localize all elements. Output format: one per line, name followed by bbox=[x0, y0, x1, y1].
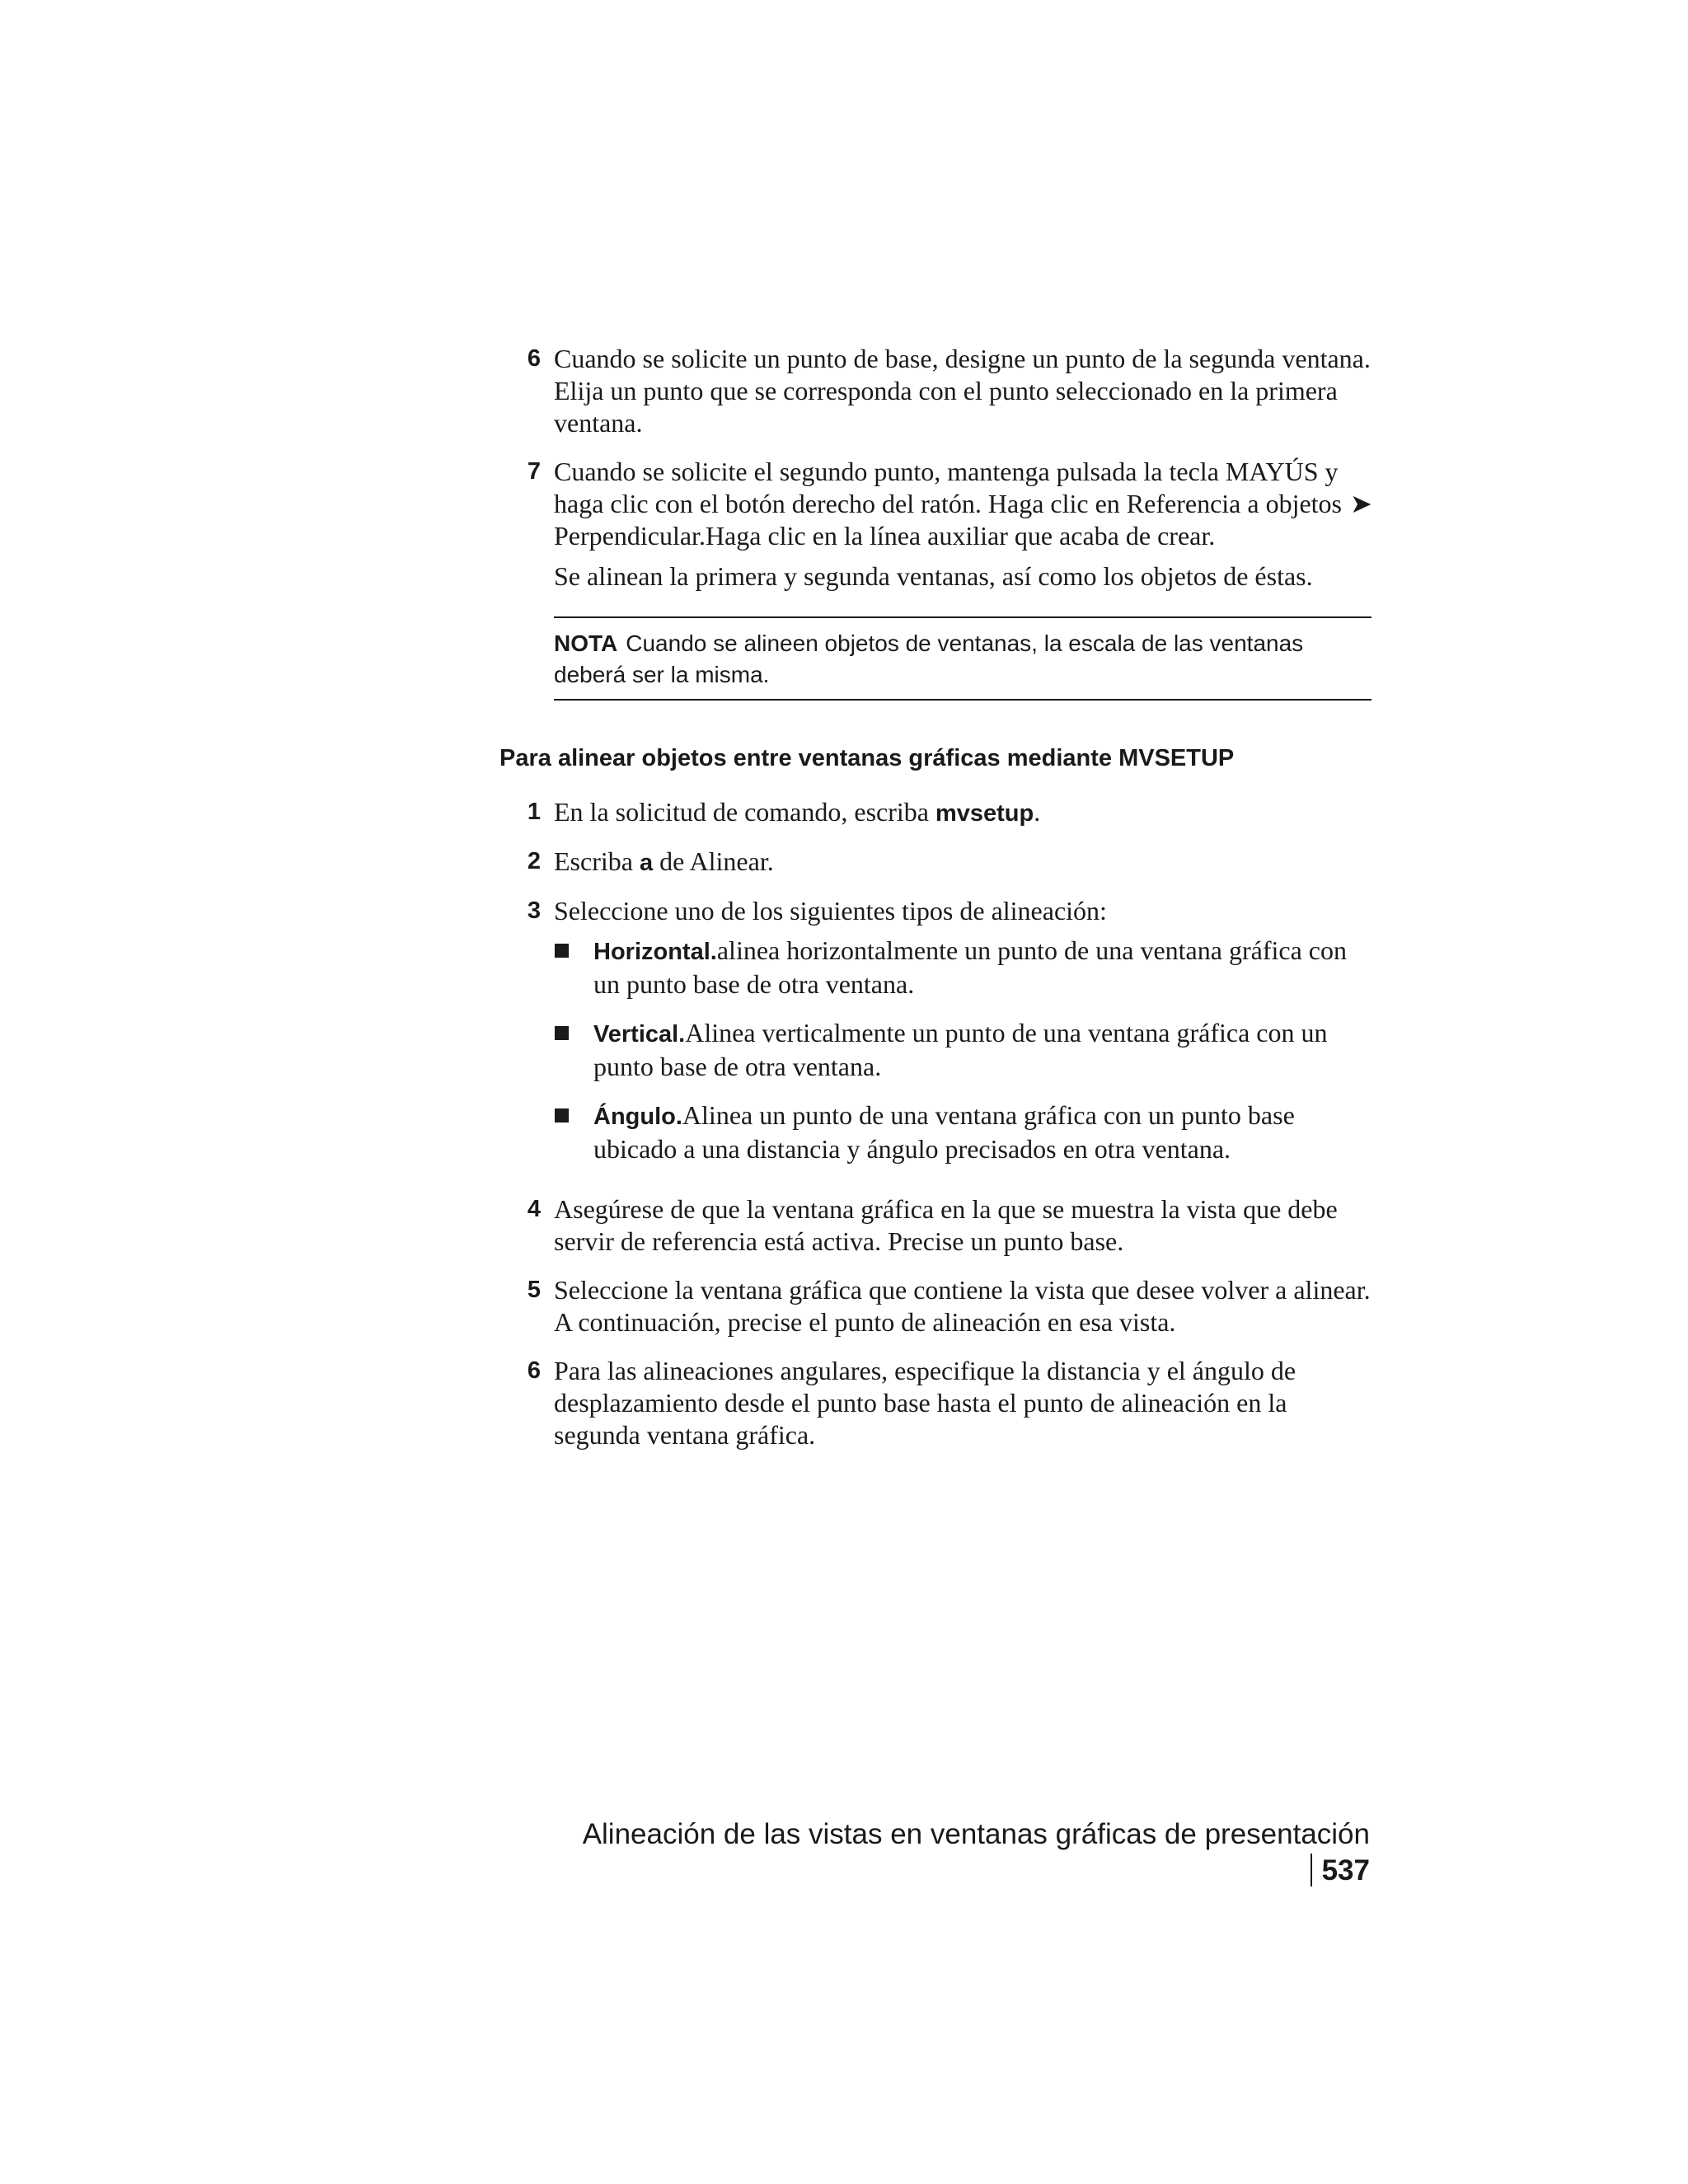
procedure-step-1 bbox=[527, 796, 1378, 830]
step-text-part-b: de Alinear. bbox=[653, 846, 774, 876]
step-6-top bbox=[527, 343, 1378, 439]
bullet-vertical bbox=[593, 1017, 1376, 1083]
step-text-part-b: . bbox=[1034, 797, 1041, 827]
footer-title: Alineación de las vistas en ventanas gráficas de presentación bbox=[582, 1818, 1370, 1850]
bullet-description: alinea horizontalmente un punto de una ventana gráfica con un punto base de otra ventana. bbox=[593, 935, 1347, 999]
step-number: 6 bbox=[527, 1357, 541, 1384]
step-number: 1 bbox=[527, 799, 541, 825]
step-text-part-b: Perpendicular.Haga clic en la línea auxiliar que acaba de crear. bbox=[554, 521, 1216, 551]
step-number: 2 bbox=[527, 848, 541, 874]
procedure-step-5 bbox=[527, 1274, 1378, 1338]
step-text: Seleccione uno de los siguientes tipos de alineación: bbox=[554, 896, 1107, 926]
square-bullet-icon bbox=[555, 1026, 569, 1040]
procedure-step-2 bbox=[527, 846, 1378, 879]
note-text: Cuando se alineen objetos de ventanas, la escala de las ventanas deberá ser la misma. bbox=[554, 630, 1304, 687]
step-text bbox=[554, 846, 1378, 879]
note-label: NOTA bbox=[554, 630, 618, 656]
step-number: 7 bbox=[527, 458, 541, 485]
procedure-step-4 bbox=[527, 1193, 1378, 1258]
step-text-part-a: Cuando se solicite el segundo punto, mantenga pulsada la tecla MAYÚS y haga clic con el botón derecho del ratón. Haga clic en Referencia a objetos bbox=[554, 457, 1342, 518]
bullet-term: Ángulo. bbox=[593, 1104, 682, 1130]
step-text bbox=[554, 456, 1378, 552]
step-number: 5 bbox=[527, 1277, 541, 1303]
step-text: Para las alineaciones angulares, especifique la distancia y el ángulo de desplazamiento desde el punto base hasta el punto de alineación en la segunda ventana gráfica. bbox=[554, 1356, 1296, 1450]
step-text: Cuando se solicite un punto de base, designe un punto de la segunda ventana. Elija un punto que se corresponda con el punto seleccionado en la primera ventana. bbox=[554, 344, 1371, 438]
procedure-heading: Para alinear objetos entre ventanas gráficas mediante MVSETUP bbox=[499, 745, 1235, 771]
step-text: Seleccione la ventana gráfica que contiene la vista que desee volver a alinear. A continuación, precise el punto de alineación en esa vista. bbox=[554, 1275, 1371, 1337]
result-paragraph: Se alinean la primera y segunda ventanas, así como los objetos de éstas. bbox=[554, 561, 1313, 591]
bullet-angulo bbox=[593, 1099, 1376, 1165]
bullet-term: Horizontal. bbox=[593, 939, 717, 965]
bullet-text bbox=[593, 1017, 1376, 1083]
command-name: mvsetup bbox=[935, 800, 1034, 827]
menu-arrow-icon: ➤ bbox=[1350, 489, 1372, 518]
step-number: 4 bbox=[527, 1196, 541, 1222]
bullet-description: Alinea verticalmente un punto de una ventana gráfica con un punto base de otra ventana. bbox=[593, 1018, 1328, 1081]
bullet-text bbox=[593, 1099, 1376, 1165]
bullet-term: Vertical. bbox=[593, 1021, 686, 1047]
option-key: a bbox=[639, 850, 654, 876]
bullet-description: Alinea un punto de una ventana gráfica con un punto base ubicado a una distancia y ángulo precisados en otra ventana. bbox=[593, 1100, 1295, 1164]
step-text: Asegúrese de que la ventana gráfica en la que se muestra la vista que debe servir de referencia está activa. Precise un punto base. bbox=[554, 1194, 1338, 1256]
procedure-step-6 bbox=[527, 1355, 1378, 1451]
square-bullet-icon bbox=[555, 1108, 569, 1122]
procedure-step-3 bbox=[527, 895, 1378, 927]
page-footer bbox=[570, 1816, 1370, 1889]
step-text-part-a: Escriba bbox=[554, 846, 640, 876]
note-box bbox=[554, 616, 1372, 701]
step-text-part-a: En la solicitud de comando, escriba bbox=[554, 797, 935, 827]
step-text bbox=[554, 796, 1378, 830]
bullet-horizontal bbox=[593, 935, 1376, 1001]
footer-divider bbox=[1311, 1854, 1312, 1886]
step-7-top bbox=[527, 456, 1378, 552]
step-number: 3 bbox=[527, 898, 541, 924]
page-number: 537 bbox=[1321, 1854, 1370, 1886]
step-number: 6 bbox=[527, 345, 541, 372]
square-bullet-icon bbox=[555, 944, 569, 958]
bullet-text bbox=[593, 935, 1376, 1001]
